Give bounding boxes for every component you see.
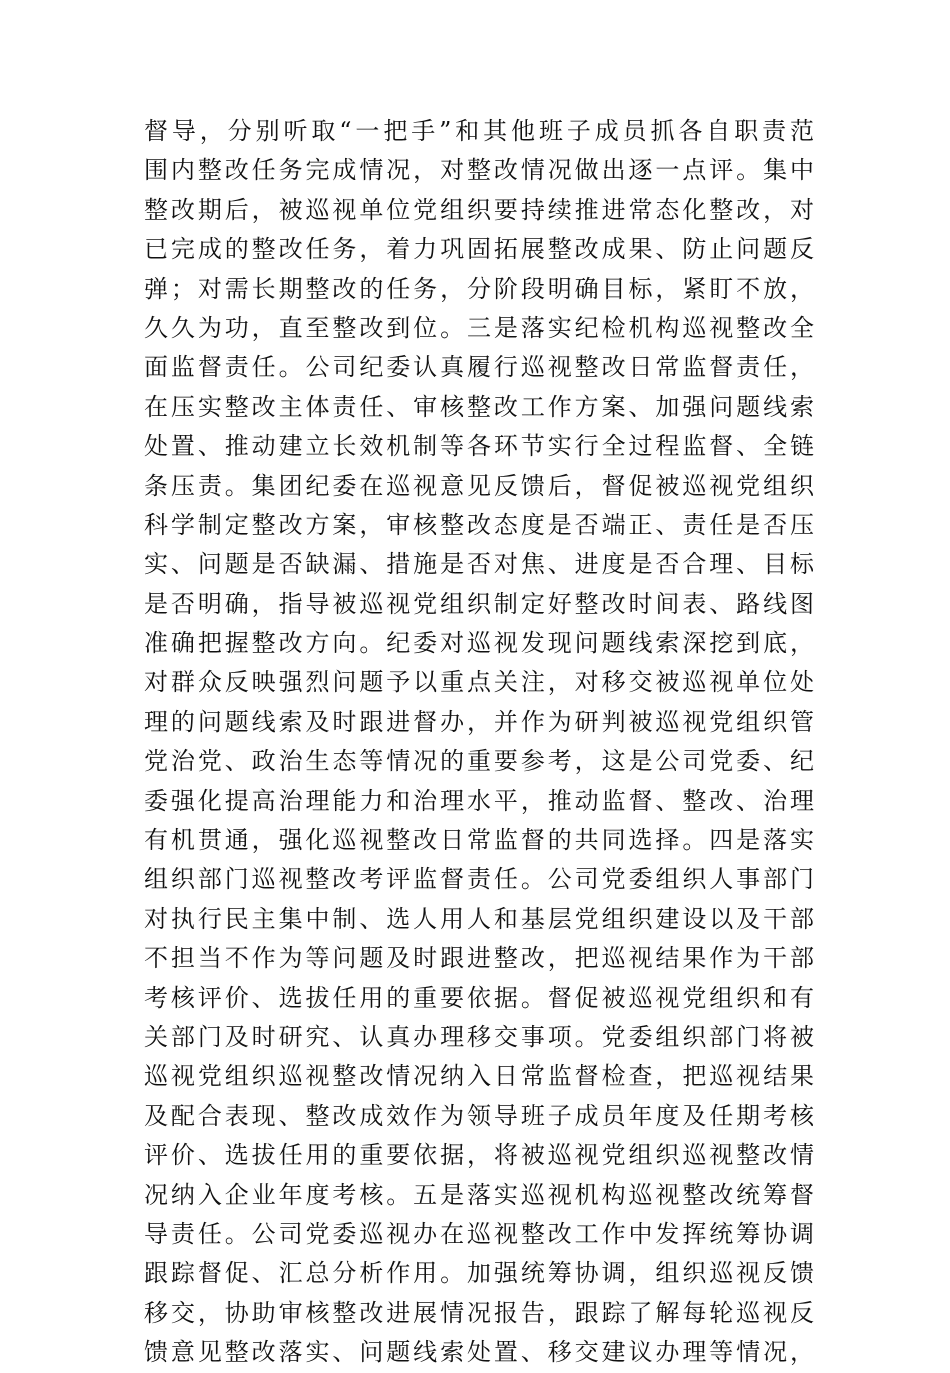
text-line: 关部门及时研究、认真办理移交事项。党委组织部门将被 (144, 1022, 814, 1051)
text-line: 是否明确，指导被巡视党组织制定好整改时间表、路线图 (144, 589, 814, 618)
text-line: 对群众反映强烈问题予以重点关注，对移交被巡视单位处 (144, 668, 814, 697)
text-line: 科学制定整改方案，审核整改态度是否端正、责任是否压 (144, 510, 814, 539)
text-line: 准确把握整改方向。纪委对巡视发现问题线索深挖到底， (144, 629, 814, 658)
text-line: 导责任。公司党委巡视办在巡视整改工作中发挥统筹协调 (144, 1219, 814, 1248)
text-line: 督导，分别听取“一把手”和其他班子成员抓各自职责范 (144, 117, 814, 145)
text-line: 实、问题是否缺漏、措施是否对焦、进度是否合理、目标 (144, 550, 814, 579)
text-line: 党治党、政治生态等情况的重要参考，这是公司党委、纪 (144, 747, 814, 776)
text-line: 面监督责任。公司纪委认真履行巡视整改日常监督责任， (144, 353, 814, 382)
text-line: 久久为功，直至整改到位。三是落实纪检机构巡视整改全 (144, 313, 814, 342)
text-line: 组织部门巡视整改考评监督责任。公司党委组织人事部门 (144, 865, 814, 894)
text-line: 对执行民主集中制、选人用人和基层党组织建设以及干部 (144, 904, 814, 933)
text-line: 不担当不作为等问题及时跟进整改，把巡视结果作为干部 (144, 944, 814, 973)
text-line: 整改期后，被巡视单位党组织要持续推进常态化整改，对 (144, 195, 814, 224)
text-line: 条压责。集团纪委在巡视意见反馈后，督促被巡视党组织 (144, 471, 814, 500)
text-line: 在压实整改主体责任、审核整改工作方案、加强问题线索 (144, 392, 814, 421)
text-line: 馈意见整改落实、问题线索处置、移交建议办理等情况， (144, 1338, 814, 1367)
text-line: 围内整改任务完成情况，对整改情况做出逐一点评。集中 (144, 156, 814, 185)
text-line: 评价、选拔任用的重要依据，将被巡视党组织巡视整改情 (144, 1141, 814, 1170)
text-line: 有机贯通，强化巡视整改日常监督的共同选择。四是落实 (144, 826, 814, 855)
text-line: 及配合表现、整改成效作为领导班子成员年度及任期考核 (144, 1101, 814, 1130)
text-line: 巡视党组织巡视整改情况纳入日常监督检查，把巡视结果 (144, 1062, 814, 1091)
text-line: 况纳入企业年度考核。五是落实巡视机构巡视整改统筹督 (144, 1180, 814, 1209)
text-line: 委强化提高治理能力和治理水平，推动监督、整改、治理 (144, 786, 814, 815)
text-line: 理的问题线索及时跟进督办，并作为研判被巡视党组织管 (144, 707, 814, 736)
text-line: 弹；对需长期整改的任务，分阶段明确目标，紧盯不放， (144, 274, 814, 303)
text-line: 已完成的整改任务，着力巩固拓展整改成果、防止问题反 (144, 235, 814, 264)
text-line: 跟踪督促、汇总分析作用。加强统筹协调，组织巡视反馈 (144, 1259, 814, 1288)
text-line: 移交，协助审核整改进展情况报告，跟踪了解每轮巡视反 (144, 1298, 814, 1327)
body-paragraph (144, 112, 814, 1373)
text-line: 处置、推动建立长效机制等各环节实行全过程监督、全链 (144, 432, 814, 461)
text-line: 考核评价、选拔任用的重要依据。督促被巡视党组织和有 (144, 983, 814, 1012)
